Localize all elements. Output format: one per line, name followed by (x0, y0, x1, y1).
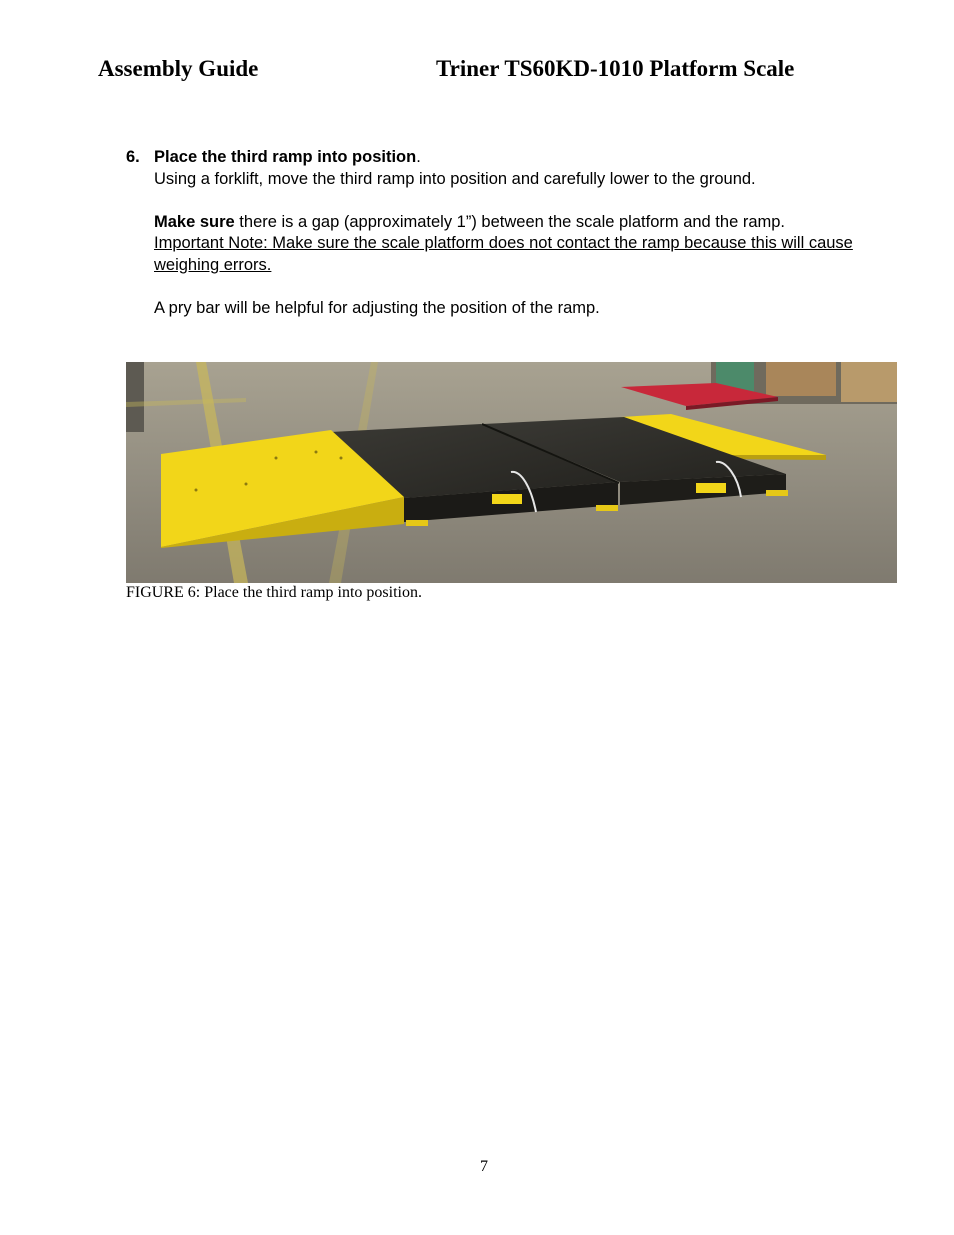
figure-6-photo (126, 362, 897, 583)
step-6 (126, 147, 886, 319)
header-title-left: Assembly Guide (98, 56, 259, 81)
step-title-line (154, 147, 886, 169)
make-sure-label: Make sure (154, 212, 235, 231)
step-body (154, 147, 886, 319)
step-number: 6. (126, 148, 140, 166)
figure-caption: FIGURE 6: Place the third ramp into position. (126, 584, 422, 601)
important-note: Important Note: Make sure the scale platform does not contact the ramp because this will cause weighing errors. (154, 234, 853, 274)
page-number: 7 (480, 1158, 488, 1175)
pry-bar-tip: A pry bar will be helpful for adjusting the position of the ramp. (154, 298, 600, 317)
step-title: Place the third ramp into position (154, 148, 417, 166)
make-sure-line (154, 212, 886, 234)
header-title-right: Triner TS60KD-1010 Platform Scale (436, 56, 795, 81)
step-instruction: Using a forklift, move the third ramp into position and carefully lower to the ground. (154, 169, 756, 188)
page-header (98, 56, 894, 88)
make-sure-text: there is a gap (approximately 1”) between the scale platform and the ramp. (234, 212, 786, 231)
step-title-suffix: . (416, 148, 421, 166)
